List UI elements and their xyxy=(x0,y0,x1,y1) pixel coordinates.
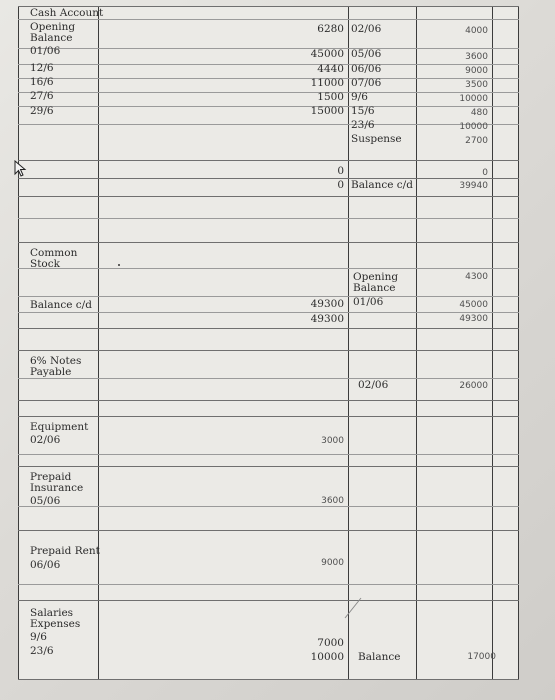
grid-line xyxy=(18,6,19,680)
grid-line xyxy=(18,328,519,329)
grid-line xyxy=(18,400,519,401)
grid-line xyxy=(18,679,519,680)
cash-debit-date: 29/6 xyxy=(30,105,54,117)
cash-debit-date: 12/6 xyxy=(30,62,54,74)
grid-line xyxy=(18,64,519,65)
salaries-date: 9/6 xyxy=(30,631,47,643)
cash-debit-amount: 45000 xyxy=(310,48,344,60)
prepaid-rent-date: 06/06 xyxy=(30,559,61,571)
grid-line xyxy=(18,584,519,585)
cash-credit-zero: 0 xyxy=(482,168,488,178)
cash-credit-date: 07/06 xyxy=(351,77,382,89)
cash-zero-value: 0 xyxy=(337,165,344,177)
equipment-amount: 3000 xyxy=(321,436,344,446)
cash-credit-amount: 9000 xyxy=(465,66,488,76)
common-stock-opening-label: Opening Balance xyxy=(353,271,399,294)
salaries-amount: 10000 xyxy=(310,651,344,663)
cash-credit-amount: 480 xyxy=(470,108,488,118)
cash-debit-amount: 1500 xyxy=(317,91,344,103)
cash-balance-cd-amount: 39940 xyxy=(459,181,488,191)
prepaid-insurance-title: Prepaid Insurance xyxy=(30,471,84,494)
cash-credit-date: 9/6 xyxy=(351,91,368,103)
grid-line xyxy=(18,78,519,79)
ledger-grid xyxy=(18,6,519,680)
prepaid-insurance-date: 05/06 xyxy=(30,495,61,507)
common-stock-debit-total: 49300 xyxy=(310,313,344,325)
grid-line xyxy=(18,19,519,20)
cash-credit-amount: 4000 xyxy=(465,26,488,36)
grid-line xyxy=(18,466,519,467)
grid-line xyxy=(18,92,519,93)
grid-line xyxy=(98,6,99,680)
cash-credit-date: 15/6 xyxy=(351,105,375,117)
cash-credit-date: 06/06 xyxy=(351,63,382,75)
grid-line xyxy=(18,600,519,601)
cash-debit-date: 16/6 xyxy=(30,76,54,88)
cash-zero-value: 0 xyxy=(337,179,344,191)
grid-line xyxy=(416,6,417,680)
grid-line xyxy=(18,312,519,313)
cash-debit-date: 27/6 xyxy=(30,90,54,102)
salaries-title: Salaries Expenses xyxy=(30,607,81,630)
salaries-credit-amount: 17000 xyxy=(467,652,496,662)
grid-line xyxy=(18,48,519,49)
cash-debit-date: 01/06 xyxy=(30,45,61,57)
cash-credit-amount: 3600 xyxy=(465,52,488,62)
grid-line xyxy=(18,242,519,243)
grid-line xyxy=(18,530,519,531)
equipment-date: 02/06 xyxy=(30,434,61,446)
cash-credit-amount: 10000 xyxy=(459,94,488,104)
cash-credit-date: 23/6 xyxy=(351,119,375,131)
grid-line xyxy=(18,160,519,161)
grid-line xyxy=(18,268,519,269)
prepaid-rent-amount: 9000 xyxy=(321,558,344,568)
grid-line xyxy=(18,350,519,351)
common-stock-credit-total: 49300 xyxy=(459,314,488,324)
equipment-title: Equipment xyxy=(30,421,89,433)
ink-dot xyxy=(118,264,120,266)
common-stock-credit-date: 01/06 xyxy=(353,296,384,308)
cash-debit-amount: 4440 xyxy=(317,63,344,75)
grid-line xyxy=(492,6,493,680)
common-stock-debit-label: Balance c/d xyxy=(30,299,92,311)
cash-credit-amount: 10000 xyxy=(459,122,488,132)
grid-line xyxy=(18,378,519,379)
cash-opening-label: Opening Balance xyxy=(30,21,76,44)
cash-credit-amount: 3500 xyxy=(465,80,488,90)
prepaid-insurance-amount: 3600 xyxy=(321,496,344,506)
cash-credit-date: 02/06 xyxy=(351,23,382,35)
grid-line xyxy=(348,6,349,680)
grid-line xyxy=(18,416,519,417)
cash-balance-cd-label: Balance c/d xyxy=(351,179,413,191)
salaries-date: 23/6 xyxy=(30,645,54,657)
grid-line xyxy=(18,196,519,197)
salaries-amount: 7000 xyxy=(317,637,344,649)
cash-debit-amount: 6280 xyxy=(317,23,344,35)
cash-credit-amount: 2700 xyxy=(465,136,488,146)
cash-account-title: Cash Account xyxy=(30,7,104,19)
pencil-mark-icon xyxy=(343,594,363,620)
cash-debit-amount: 11000 xyxy=(310,77,344,89)
grid-line xyxy=(518,6,519,680)
common-stock-opening-amount: 4300 xyxy=(465,272,488,282)
prepaid-rent-title: Prepaid Rent xyxy=(30,545,100,557)
mouse-cursor-icon xyxy=(14,160,28,178)
grid-line xyxy=(18,106,519,107)
cash-credit-date: Suspense xyxy=(351,133,402,145)
notes-payable-title: 6% Notes Payable xyxy=(30,355,82,378)
salaries-credit-label: Balance xyxy=(358,651,401,663)
notes-payable-amount: 26000 xyxy=(459,381,488,391)
common-stock-debit-amount: 49300 xyxy=(310,298,344,310)
cash-debit-amount: 15000 xyxy=(310,105,344,117)
grid-line xyxy=(18,454,519,455)
common-stock-credit-amount: 45000 xyxy=(459,300,488,310)
cash-credit-date: 05/06 xyxy=(351,48,382,60)
notes-payable-date: 02/06 xyxy=(358,379,389,391)
grid-line xyxy=(18,506,519,507)
grid-line xyxy=(18,296,519,297)
grid-line xyxy=(18,218,519,219)
common-stock-title: Common Stock xyxy=(30,247,78,270)
